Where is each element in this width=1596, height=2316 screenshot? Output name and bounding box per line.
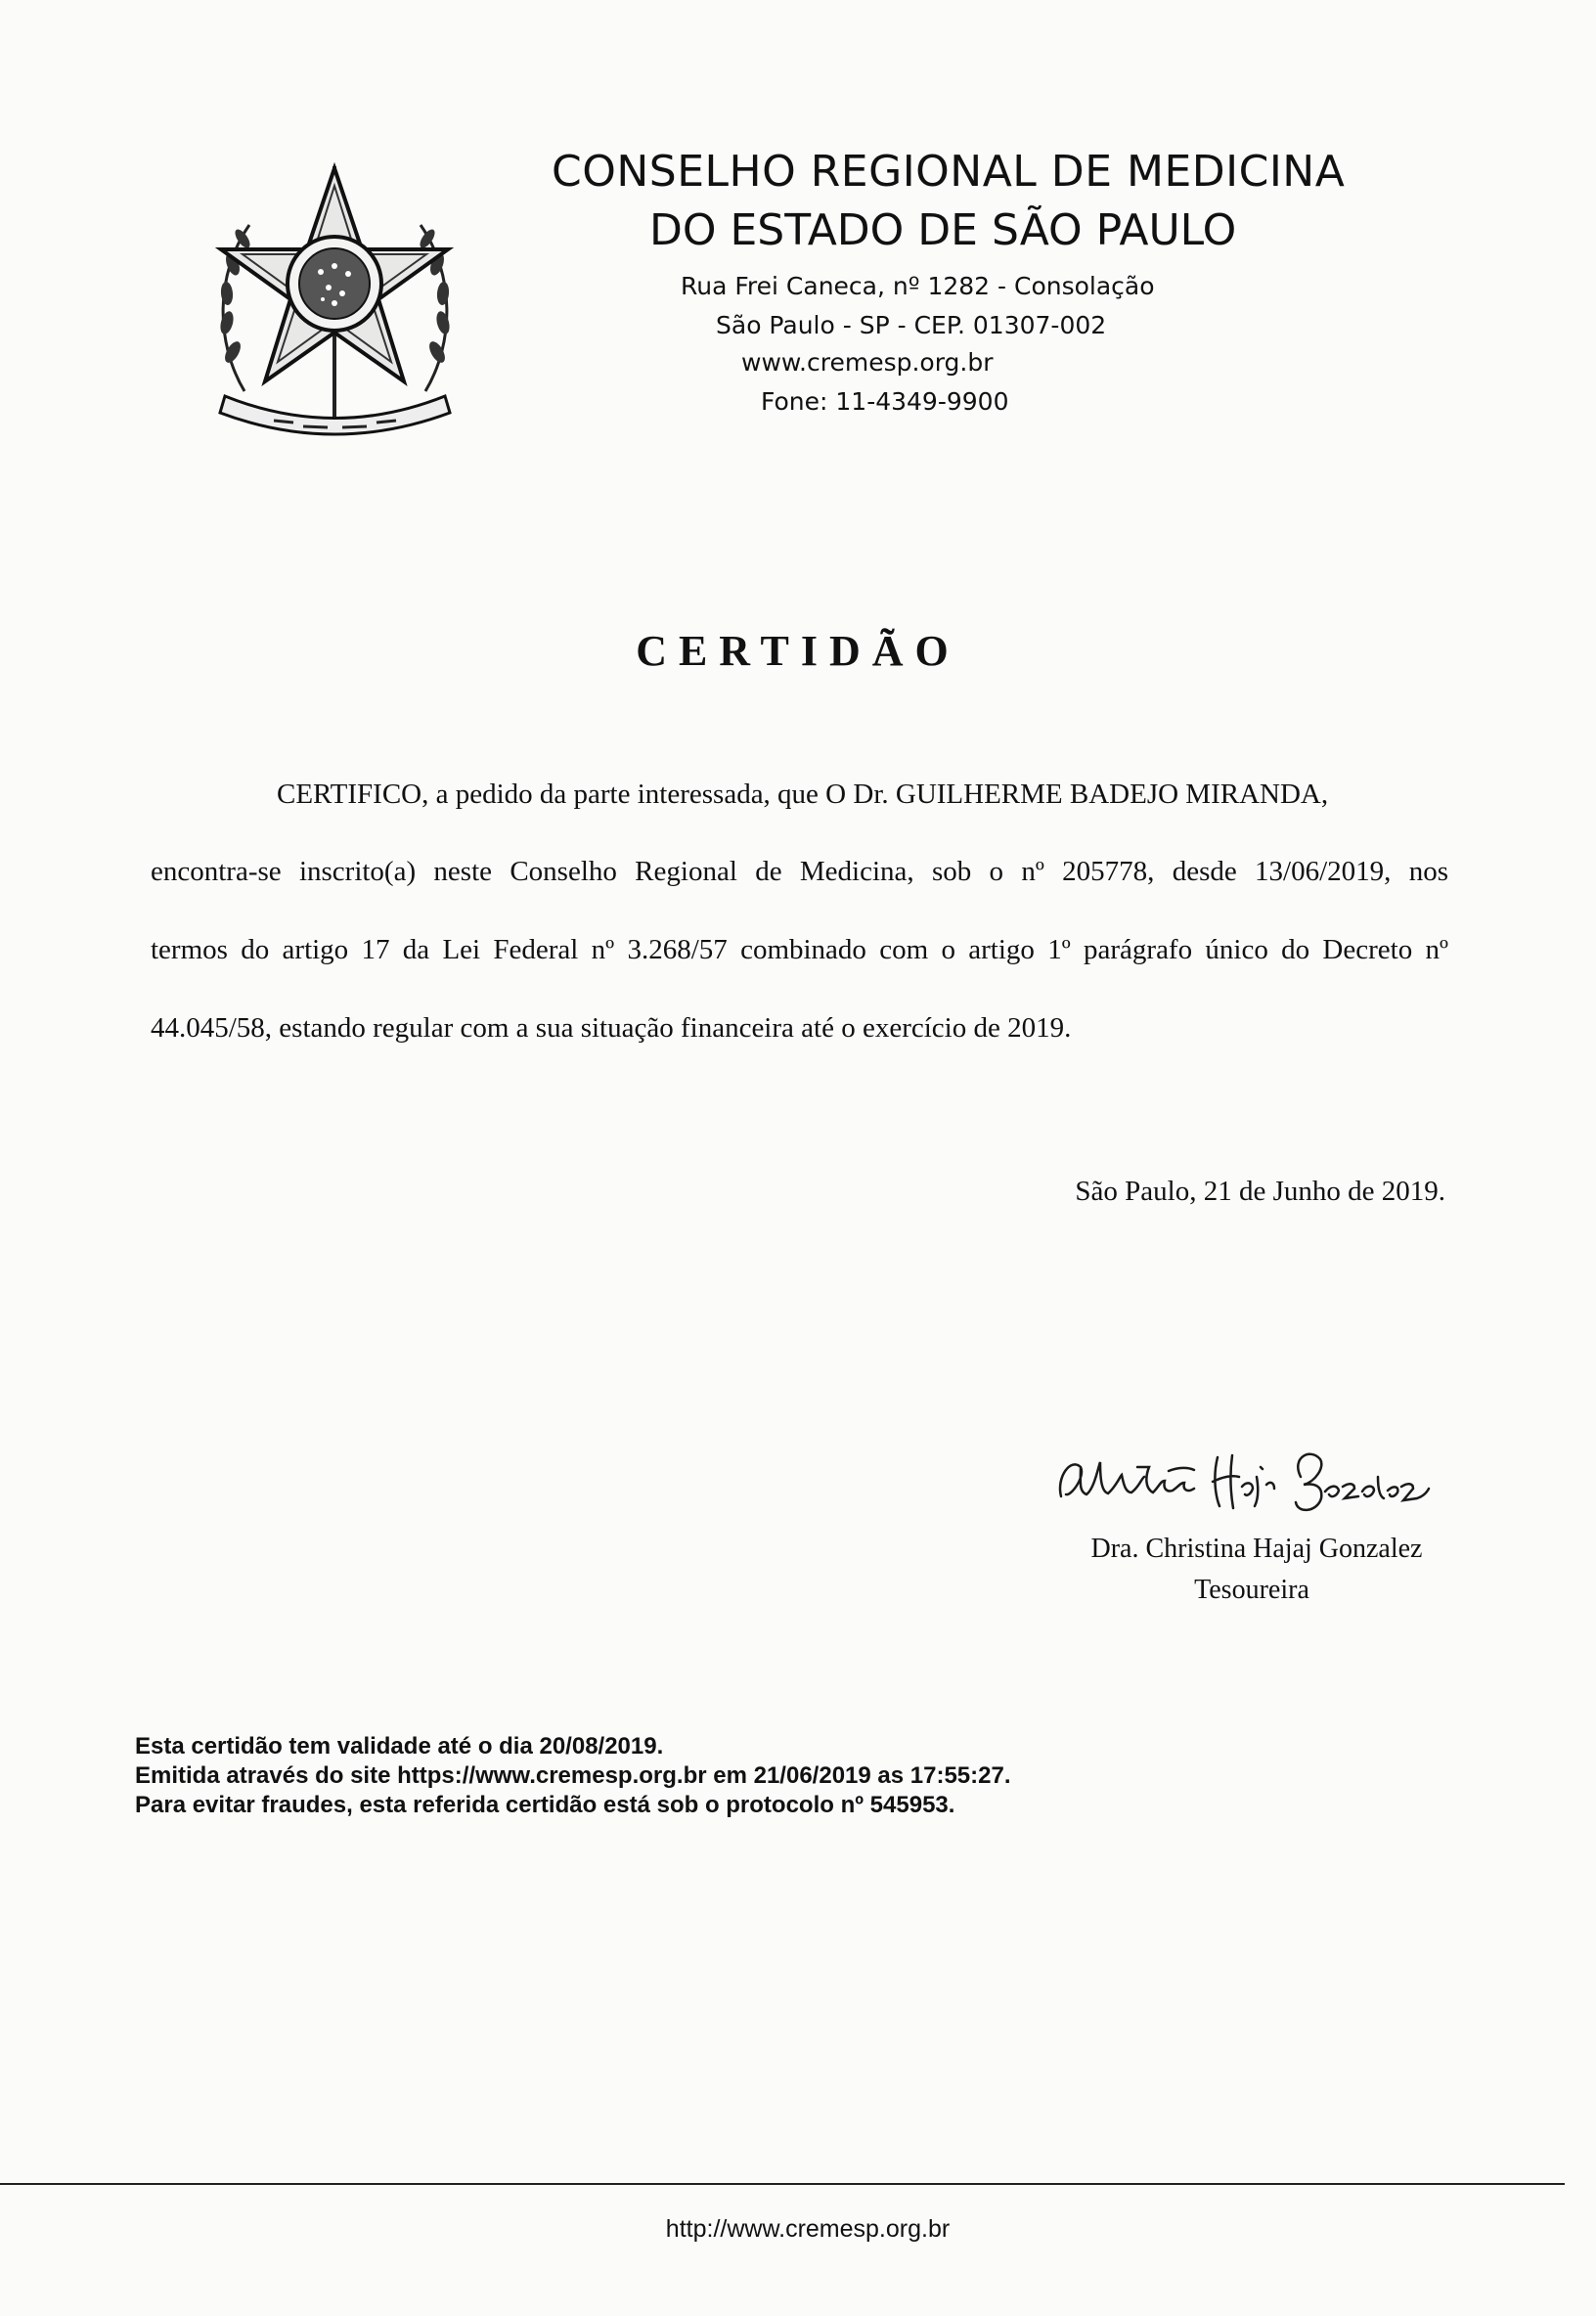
organization-name-line2: DO ESTADO DE SÃO PAULO bbox=[649, 205, 1237, 255]
certificate-line-4: 44.045/58, estando regular com a sua situação financeira até o exercício de 2019. bbox=[151, 1012, 1072, 1044]
issued-note: Emitida através do site https://www.cremesp.org.br em 21/06/2019 as 17:55:27. bbox=[135, 1762, 1011, 1789]
document-title: CERTIDÃO bbox=[636, 627, 960, 675]
organization-address: Rua Frei Caneca, nº 1282 - Consolação bbox=[681, 272, 1155, 300]
organization-website: www.cremesp.org.br bbox=[741, 348, 994, 377]
certificate-line-2: encontra-se inscrito(a) neste Conselho Regional de Medicina, sob o nº 205778, desde 13/06/2019, nos bbox=[151, 856, 1448, 887]
organization-phone: Fone: 11-4349-9900 bbox=[761, 387, 1009, 416]
signer-name: Dra. Christina Hajaj Gonzalez bbox=[1090, 1534, 1423, 1564]
protocol-note: Para evitar fraudes, esta referida certidão está sob o protocolo nº 545953. bbox=[135, 1792, 955, 1818]
footer-divider bbox=[0, 2183, 1565, 2185]
certificate-line-3: termos do artigo 17 da Lei Federal nº 3.268/57 combinado com o artigo 1º parágrafo único do Decreto nº bbox=[151, 934, 1448, 965]
place-and-date: São Paulo, 21 de Junho de 2019. bbox=[1075, 1176, 1445, 1207]
handwritten-signature bbox=[1051, 1438, 1442, 1526]
validity-note: Esta certidão tem validade até o dia 20/08/2019. bbox=[135, 1733, 664, 1759]
signer-role: Tesoureira bbox=[1194, 1575, 1309, 1605]
brazil-coat-of-arms-icon bbox=[205, 156, 465, 450]
footer-url: http://www.cremesp.org.br bbox=[665, 2215, 951, 2243]
organization-city: São Paulo - SP - CEP. 01307-002 bbox=[716, 311, 1107, 339]
certificate-line-1: CERTIFICO, a pedido da parte interessada, que O Dr. GUILHERME BADEJO MIRANDA, bbox=[277, 779, 1329, 810]
organization-name-line1: CONSELHO REGIONAL DE MEDICINA bbox=[552, 147, 1346, 197]
